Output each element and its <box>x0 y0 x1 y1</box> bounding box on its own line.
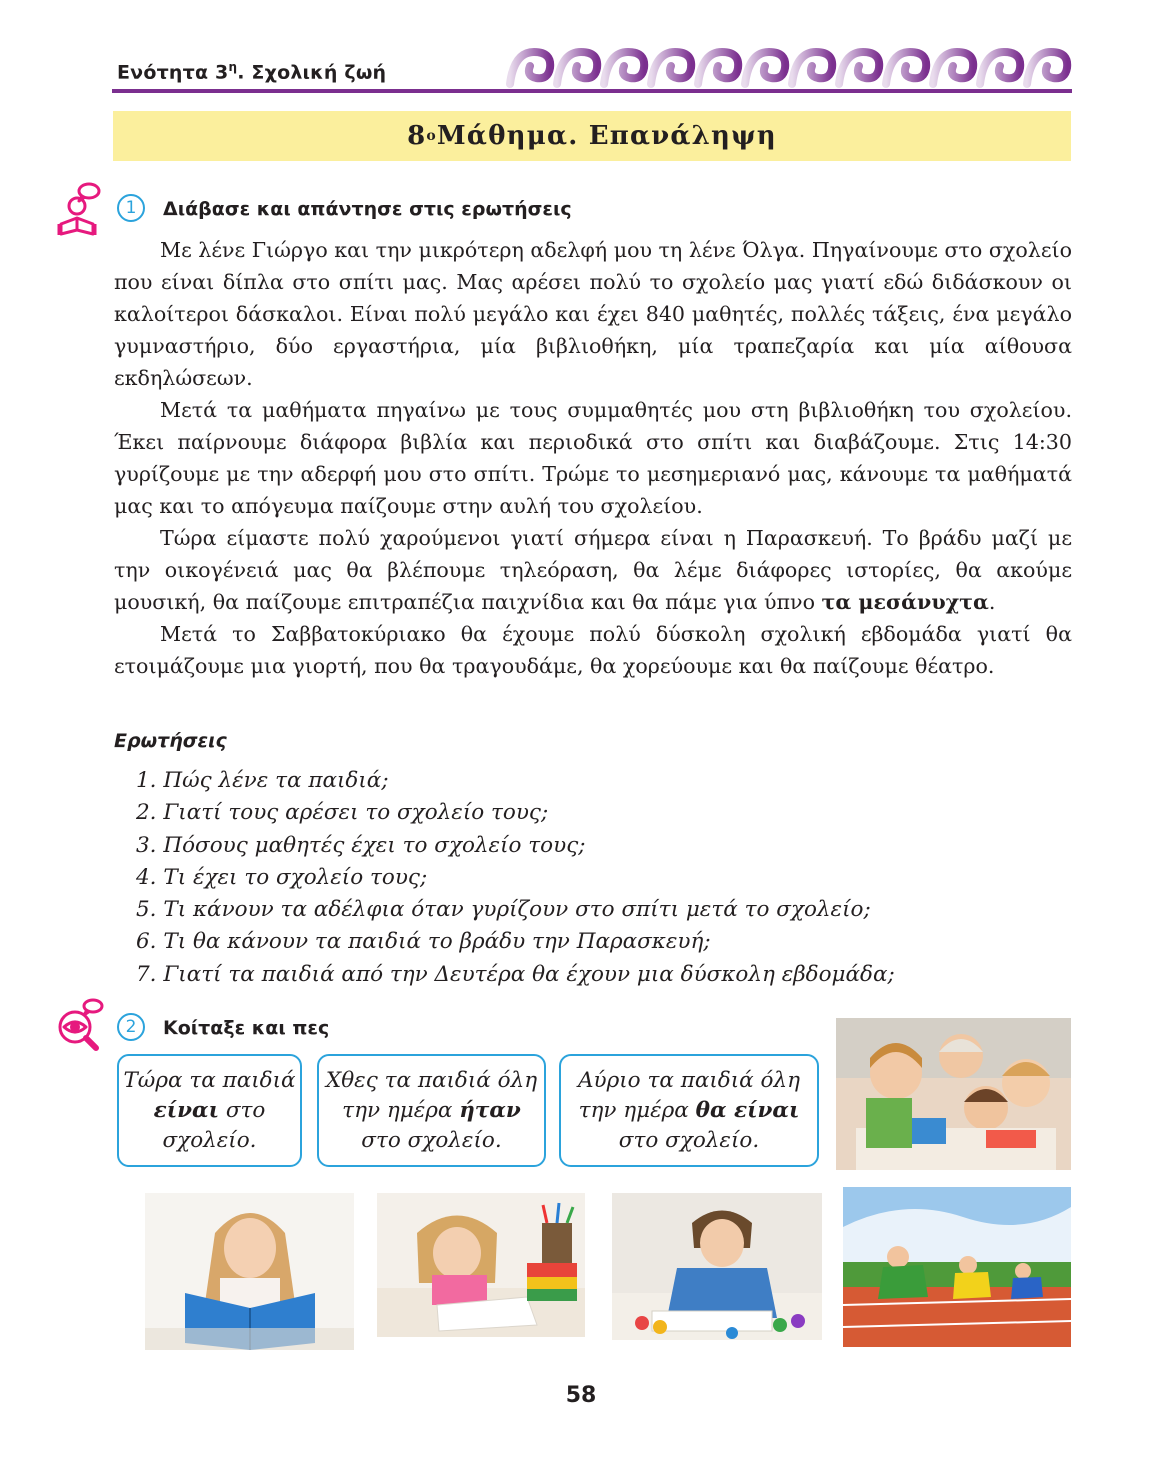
question-item: 3. Πόσους μαθητές έχει το σχολείο τους; <box>136 832 586 858</box>
lesson-title: 8 ο Μάθημα. Επανάληψη <box>113 111 1071 161</box>
exercise-title: Διάβασε και απάντησε στις ερωτήσεις <box>163 198 572 220</box>
unit-title: Ενότητα $3^\eta$. Σχολική ζωή <box>117 60 387 84</box>
exercise-title: Κοίταξε και πες <box>163 1017 330 1039</box>
photo-girl-reading-book <box>145 1193 354 1350</box>
wave-spiral <box>886 52 926 84</box>
photo-girl-writing-at-desk <box>377 1193 585 1337</box>
sentence-box-present: Τώρα τα παιδιά είναι στο σχολείο. <box>117 1054 302 1167</box>
decorative-wave-border <box>500 44 1072 90</box>
wave-spiral <box>933 52 973 84</box>
header-rule <box>112 89 1072 93</box>
wave-spiral <box>980 52 1020 84</box>
questions-heading: Ερωτήσεις <box>114 730 227 752</box>
wave-spiral <box>792 52 832 84</box>
exercise-number-badge: 1 <box>117 194 145 222</box>
wave-spiral <box>557 52 597 84</box>
paragraph: Μετά το Σαββατοκύριακο θα έχουμε πολύ δύσκολη σχολική εβδομάδα γιατί θα ετοιμάζουμε μια γιορτή, που θα τραγουδάμε, θα χορεύουμε και θα παίζουμε θέατρο. <box>114 622 1072 678</box>
paragraph: Με λένε Γιώργο και την μικρότερη αδελφή μου τη λένε Όλγα. Πηγαίνουμε στο σχολείο που είναι δίπλα στο σπίτι μας. Μας αρέσει πολύ το σχολείο μας γιατί εδώ διδάσκουν οι καλοίτεροι δάσκαλοι. Είναι πολύ μεγάλο και έχει 840 μαθητές, πολλές τάξεις, ένα μεγάλο γυμναστήριο, δύο εργαστήρια, μία βιβλιοθήκη, μία τραπεζαρία και μία αίθουσα εκδηλώσεων. <box>114 238 1072 390</box>
photo-children-drawing-group <box>836 1018 1071 1170</box>
question-item: 5. Τι κάνουν τα αδέλφια όταν γυρίζουν στο σπίτι μετά το σχολείο; <box>136 897 871 923</box>
question-item: 2. Γιατί τους αρέσει το σχολείο τους; <box>136 800 549 826</box>
paragraph: Μετά τα μαθήματα πηγαίνω με τους συμμαθητές μου στη βιβλιοθήκη του σχολείου. Έκει παίρνουμε διάφορα βιβλία και περιοδικά στο σπίτι και διαβάζουμε. Στις 14:30 γυρίζουμε με την αδερφή μου στο σπίτι. Τρώμε το μεσημεριανό μας, κάνουμε τα μαθήματά μας και το απόγευμα παίζουμε στην αυλή του σχολείου. <box>114 398 1072 518</box>
question-item: 6. Τι θα κάνουν τα παιδιά το βράδυ την Παρασκευή; <box>136 929 711 955</box>
page-number: 58 <box>565 1383 597 1408</box>
paragraph: Τώρα είμαστε πολύ χαρούμενοι γιατί σήμερα είναι η Παρασκευή. Το βράδυ μαζί με την οικογένειά μας θα βλέπουμε τηλεόραση, θα λέμε διάφορες ιστορίες, θα ακούμε μουσική, θα παίζουμε επιτραπέζια παιχνίδια και θα πάμε για ύπνο τα μεσάνυχτα. <box>114 526 1072 614</box>
sentence-box-future: Αύριο τα παιδιά όλη την ημέρα θα είναι στο σχολείο. <box>559 1054 819 1167</box>
question-item: 4. Τι έχει το σχολείο τους; <box>136 864 428 890</box>
wave-spiral <box>839 52 879 84</box>
photo-boy-painting <box>612 1193 822 1340</box>
wave-spiral <box>698 52 738 84</box>
exercise-number-badge: 2 <box>117 1013 145 1041</box>
wave-spiral <box>510 52 550 84</box>
question-item: 7. Γιατί τα παιδιά από την Δευτέρα θα έχουν μια δύσκολη εβδομάδα; <box>136 961 895 987</box>
question-item: 1. Πώς λένε τα παιδιά; <box>136 768 389 793</box>
reading-passage <box>114 234 1072 682</box>
questions-list <box>136 765 895 991</box>
wave-spiral <box>651 52 691 84</box>
wave-spiral <box>1027 52 1067 84</box>
reading-child-icon <box>55 180 109 236</box>
wave-spiral <box>604 52 644 84</box>
sentence-box-past: Χθες τα παιδιά όλη την ημέρα ήταν στο σχολείο. <box>317 1054 546 1167</box>
photo-children-running-race <box>843 1187 1071 1347</box>
wave-spiral <box>745 52 785 84</box>
eye-magnifier-icon <box>55 997 109 1053</box>
